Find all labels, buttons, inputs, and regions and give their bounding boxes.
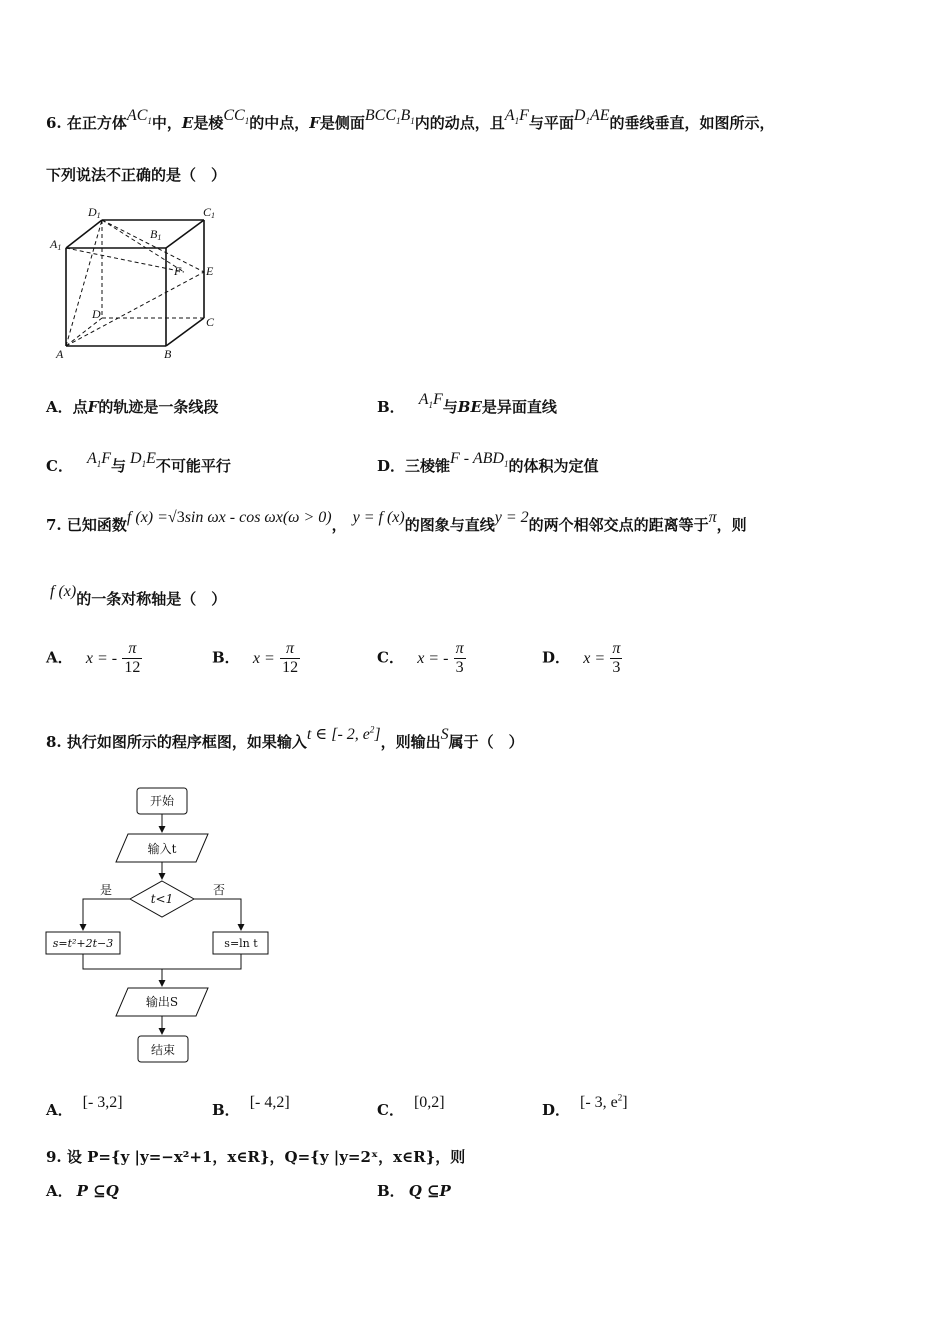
q7-line1: 7. 已知函数f (x) =√3sin ωx - cos ωx(ω > 0)， y = f (x)的图象与直线y = 2的两个相邻交点的距离等于π，则: [46, 509, 747, 534]
label-d1: D1: [88, 205, 101, 220]
flow-cond-label: t<1: [150, 892, 174, 906]
q8-option-c[interactable]: C． [0,2]: [377, 1094, 445, 1119]
q6-line2: 下列说法不正确的是（ ）: [46, 166, 227, 184]
q6-line1: [46, 107, 775, 134]
q7-option-d[interactable]: D． x = $\frac{\pi}{3}$: [542, 640, 621, 676]
q7-option-a[interactable]: A． x = - $\frac{\pi}{12}$: [46, 640, 141, 676]
label-c1: C1: [203, 205, 216, 220]
q6-text-4: 的中点，: [249, 114, 310, 132]
label-f: F: [174, 264, 182, 278]
q6-math-cc1: $CC_1$: [223, 107, 250, 127]
flow-output-label: 输出S: [145, 995, 179, 1009]
q7-option-b[interactable]: B． x = $\frac{\pi}{12}$: [212, 640, 299, 676]
q7-line2: f (x)的一条对称轴是（ ）: [50, 583, 227, 608]
q6-option-b[interactable]: B． $A_1F$与BE是异面直线: [377, 391, 557, 416]
flow-input-label: 输入t: [147, 842, 177, 856]
q6-text-8: 的垂线垂直，如图所示，: [609, 114, 775, 132]
q6-option-d[interactable]: D．三棱锥F - $ABD_1$的体积为定值: [377, 450, 599, 475]
label-b: B: [164, 347, 172, 361]
q6-math-a1f: $A_1F$: [504, 107, 529, 127]
q8-line1: 8. 执行如图所示的程序框图，如果输入t ∈ [- 2, $e^2$]，则输出S属于（ ）: [46, 724, 524, 751]
flowchart: [44, 784, 284, 1074]
label-e: E: [206, 264, 214, 278]
q6-math-ac1: $AC_1$: [126, 107, 152, 127]
q8-option-b[interactable]: B． [- 4,2]: [212, 1094, 290, 1119]
label-a: A: [56, 347, 64, 361]
q8-option-a[interactable]: A． [- 3,2]: [46, 1094, 123, 1119]
label-b1: B1: [150, 227, 162, 242]
q6-e: E: [181, 114, 194, 132]
label-d: D: [92, 307, 101, 321]
q9-line1: 9. 设 P={y |y=−x²+1，x∈R}，Q={y |y=2ˣ，x∈R}，则: [46, 1148, 466, 1166]
q6-text-2: 中，: [151, 114, 182, 132]
flow-start-label: 开始: [149, 794, 175, 808]
q6-text-6: 内的动点，且: [414, 114, 505, 132]
flow-right-label: s=ln t: [224, 937, 258, 950]
q6-text-5: 是侧面: [319, 114, 365, 132]
q6-text-1: 在正方体: [66, 114, 127, 132]
q6-f: F: [309, 114, 320, 132]
flow-left-label: s=t²+2t−3: [52, 937, 114, 950]
label-c: C: [206, 315, 215, 329]
label-a1: A1: [50, 237, 62, 252]
flow-no-label: 否: [212, 883, 226, 897]
flow-yes-label: 是: [99, 883, 113, 897]
q6-math-bcc1b1: $BCC_1B_1$: [364, 107, 415, 127]
q8-option-d[interactable]: D． [- 3, $e^2$]: [542, 1092, 628, 1119]
q6-option-a[interactable]: A．点F的轨迹是一条线段: [46, 398, 219, 416]
q6-text-7: 与平面: [528, 114, 574, 132]
q6-option-c[interactable]: C． $A_1F$与 $D_1E$不可能平行: [46, 450, 231, 475]
flow-end-label: 结束: [150, 1043, 176, 1057]
q7-option-c[interactable]: C． x = - $\frac{\pi}{3}$: [377, 640, 464, 676]
cube-figure: [46, 202, 226, 362]
q6-math-d1ae: $D_1AE$: [573, 107, 610, 127]
q6-number: 6.: [46, 114, 62, 132]
q9-option-b[interactable]: B． Q ⊆P: [377, 1182, 451, 1200]
q6-text-3: 是棱: [193, 114, 224, 132]
q9-option-a[interactable]: A． P ⊆Q: [46, 1182, 119, 1200]
